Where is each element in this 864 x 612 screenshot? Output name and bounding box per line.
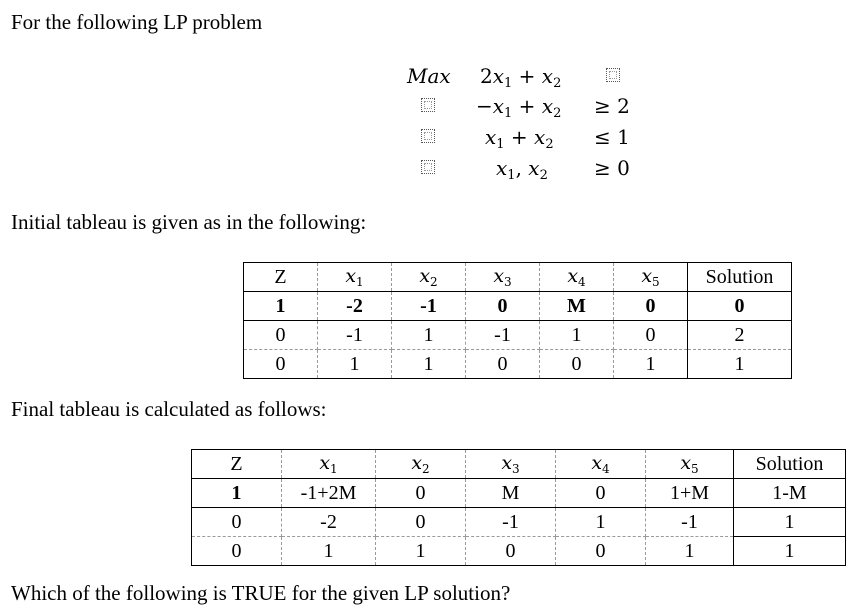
table-cell: 0 (244, 321, 318, 350)
header-x5: $x_5$ (646, 450, 734, 479)
header-x1: $x_1$ (282, 450, 376, 479)
header-x4: $x_4$ (556, 450, 646, 479)
header-solution: Solution (688, 263, 792, 292)
constraint-1-lhs: $-x_1 + x_2$ (476, 94, 562, 121)
table-cell: -2 (282, 508, 376, 537)
table-cell: 1 (282, 537, 376, 566)
table-cell: -1 (466, 508, 556, 537)
table-row (192, 479, 846, 508)
table-cell: 0 (556, 537, 646, 566)
initial-tableau-label: Initial tableau is given as in the following: (11, 210, 367, 234)
objective-label: Max (407, 64, 451, 88)
table-cell: 1 (688, 350, 792, 379)
table-cell: 0 (540, 350, 614, 379)
table-cell: 0 (614, 321, 688, 350)
table-cell: -1 (392, 292, 466, 321)
objective-expression: $2x_1 + x_2$ (480, 64, 562, 91)
header-x3: $x_3$ (466, 450, 556, 479)
initial-tableau (243, 262, 792, 379)
table-row (244, 292, 792, 321)
final-tableau (191, 449, 846, 566)
table-cell: 1 (734, 537, 846, 566)
header-x3: $x_3$ (466, 263, 540, 292)
table-cell: 0 (192, 537, 282, 566)
question-text: Which of the following is TRUE for the given LP solution? (11, 581, 511, 605)
header-solution: Solution (734, 450, 846, 479)
header-x4: $x_4$ (540, 263, 614, 292)
table-cell: 1 (556, 508, 646, 537)
table-cell: 0 (466, 350, 540, 379)
table-cell: 0 (688, 292, 792, 321)
nonnegativity-lhs: $x_1$, $x_2$ (496, 156, 548, 183)
table-cell: -1 (646, 508, 734, 537)
table-cell: 1 (392, 321, 466, 350)
table-cell: 1 (392, 350, 466, 379)
table-cell: -2 (318, 292, 392, 321)
table-cell: 1+M (646, 479, 734, 508)
table-cell: 1 (540, 321, 614, 350)
table-cell: 0 (614, 292, 688, 321)
placeholder-box-icon (421, 160, 435, 174)
table-cell: 1 (192, 479, 282, 508)
constraint-2-lhs: $x_1 + x_2$ (485, 125, 554, 152)
table-cell: 0 (556, 479, 646, 508)
table-cell: M (466, 479, 556, 508)
table-cell: 1 (614, 350, 688, 379)
table-header-row (244, 263, 792, 292)
table-cell: -1+2M (282, 479, 376, 508)
table-cell: 1-M (734, 479, 846, 508)
table-cell: -1 (318, 321, 392, 350)
placeholder-box-icon (606, 68, 620, 82)
final-tableau-label: Final tableau is calculated as follows: (11, 397, 327, 421)
table-header-row (192, 450, 846, 479)
intro-text: For the following LP problem (11, 10, 263, 34)
constraint-2-rel: ≤ 1 (594, 125, 630, 149)
table-row (244, 321, 792, 350)
nonnegativity-rel: ≥ 0 (594, 156, 630, 180)
header-z: Z (192, 450, 282, 479)
table-cell: 0 (466, 537, 556, 566)
table-cell: -1 (466, 321, 540, 350)
constraint-1-rel: ≥ 2 (594, 94, 630, 118)
table-cell: 1 (318, 350, 392, 379)
header-x1: $x_1$ (318, 263, 392, 292)
header-x2: $x_2$ (376, 450, 466, 479)
table-cell: 0 (244, 350, 318, 379)
placeholder-box-icon (421, 129, 435, 143)
table-row (192, 508, 846, 537)
table-row (244, 350, 792, 379)
placeholder-box-icon (421, 98, 435, 112)
table-cell: 0 (466, 292, 540, 321)
header-x5: $x_5$ (614, 263, 688, 292)
table-cell: 1 (244, 292, 318, 321)
table-row (192, 537, 846, 566)
header-x2: $x_2$ (392, 263, 466, 292)
table-cell: M (540, 292, 614, 321)
header-z: Z (244, 263, 318, 292)
table-cell: 1 (376, 537, 466, 566)
table-cell: 0 (376, 508, 466, 537)
table-cell: 0 (192, 508, 282, 537)
table-cell: 2 (688, 321, 792, 350)
table-cell: 1 (734, 508, 846, 537)
table-cell: 0 (376, 479, 466, 508)
table-cell: 1 (646, 537, 734, 566)
